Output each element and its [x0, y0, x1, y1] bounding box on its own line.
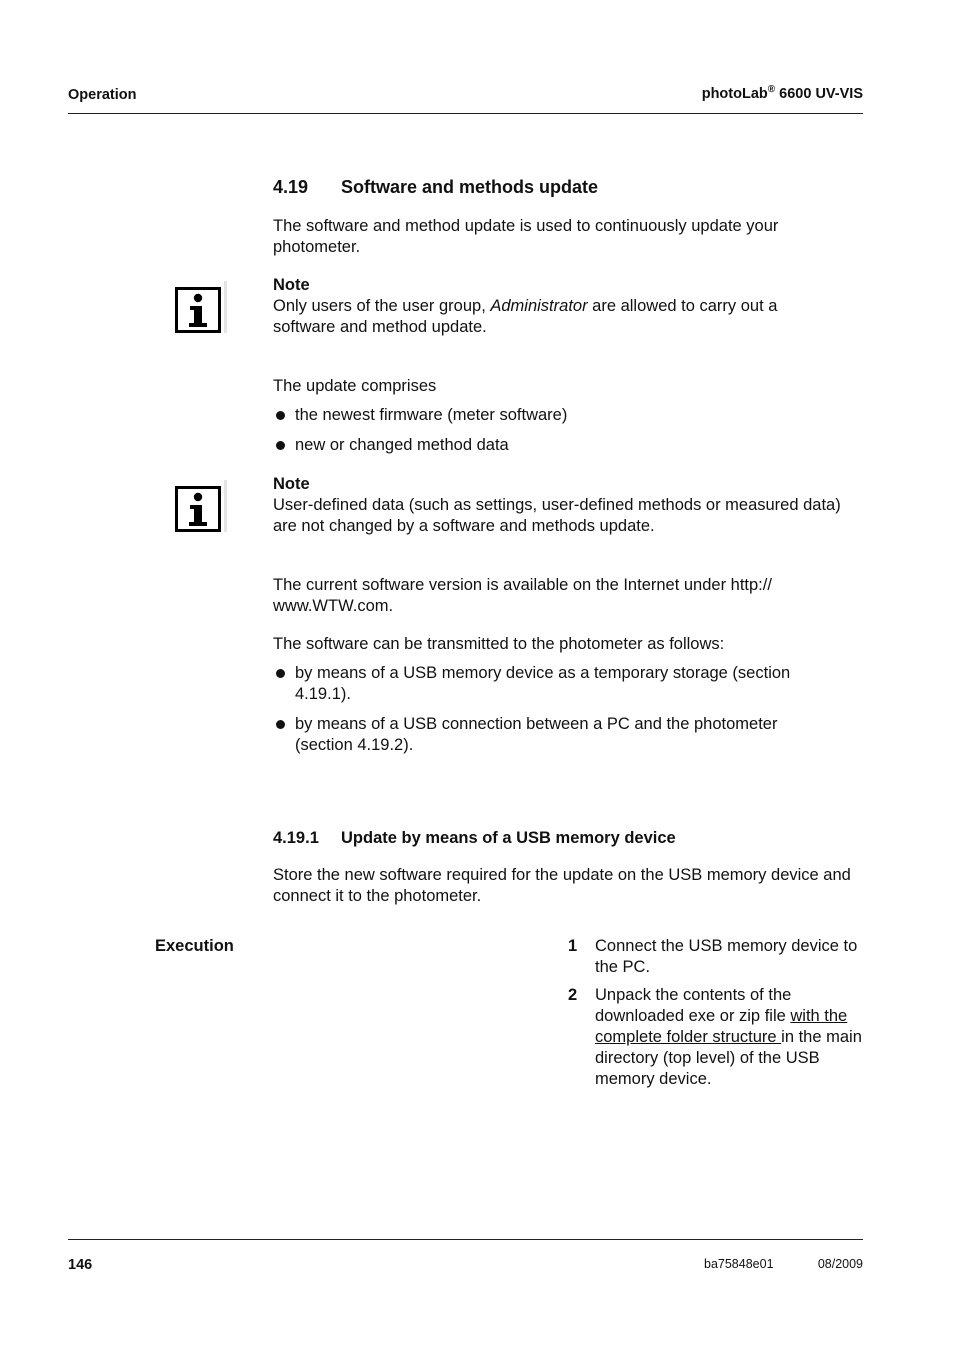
- subsection-intro: Store the new software required for the update on the USB memory device and connect it to the photometer.: [273, 866, 851, 905]
- document-date: 08/2009: [817, 1257, 863, 1271]
- header-product-title: [702, 84, 863, 102]
- step-text: Connect the USB memory device to the PC.: [595, 937, 858, 976]
- section-title: Software and methods update: [341, 177, 599, 197]
- product-model: 6600 UV-VIS: [775, 85, 863, 102]
- bullet-icon: [276, 411, 285, 420]
- document-id: ba75848e01: [704, 1257, 774, 1271]
- bullet-icon: [276, 441, 285, 450]
- subsection-number: 4.19.1: [273, 829, 319, 847]
- note-text-part: are allowed to carry out a software and method update.: [273, 297, 778, 336]
- comprises-lead: The update comprises: [273, 377, 437, 395]
- header-rule: [68, 113, 863, 114]
- section-intro: The software and method update is used to continuously update your photometer.: [273, 217, 779, 256]
- section-number: 4.19: [273, 177, 309, 197]
- step-text-part: in the main directory (top level) of the USB memory device.: [595, 1028, 862, 1088]
- note-text: User-defined data (such as settings, user-defined methods or measured data) are not changed by a software and methods update.: [273, 496, 841, 535]
- step-number: 1: [568, 937, 578, 955]
- step-text-part: Unpack the contents of the downloaded exe or zip file: [595, 986, 792, 1025]
- list-item-text: the newest firmware (meter software): [295, 406, 568, 424]
- step-emphasis: with the complete folder structure: [595, 1007, 848, 1046]
- step-text: [595, 985, 865, 1090]
- bullet-icon: [276, 720, 285, 729]
- list-item-text: new or changed method data: [295, 436, 509, 454]
- product-brand: photoLab: [701, 85, 768, 102]
- info-icon: [175, 281, 227, 333]
- list-item-text: by means of a USB connection between a PC and the photometer (section 4.19.2).: [295, 715, 778, 754]
- user-group-name: Administrator: [490, 297, 588, 315]
- subsection-title: Update by means of a USB memory device: [341, 829, 676, 847]
- availability-text: The current software version is available on the Internet under http:// www.WTW.com.: [273, 576, 772, 615]
- note-text-part: Only users of the user group,: [273, 297, 491, 315]
- note-title: Note: [273, 475, 310, 493]
- transmit-lead: The software can be transmitted to the photometer as follows:: [273, 635, 725, 653]
- note-text: [273, 296, 838, 338]
- header-section-label: Operation: [68, 87, 137, 103]
- list-item-text: by means of a USB memory device as a temporary storage (section 4.19.1).: [295, 664, 791, 703]
- execution-label: Execution: [155, 937, 234, 955]
- bullet-icon: [276, 669, 285, 678]
- note-title: Note: [273, 276, 310, 294]
- page-number: 146: [68, 1257, 93, 1273]
- footer-rule: [68, 1239, 863, 1240]
- info-icon: [175, 480, 227, 532]
- step-number: 2: [568, 986, 578, 1004]
- registered-mark: ®: [767, 84, 776, 95]
